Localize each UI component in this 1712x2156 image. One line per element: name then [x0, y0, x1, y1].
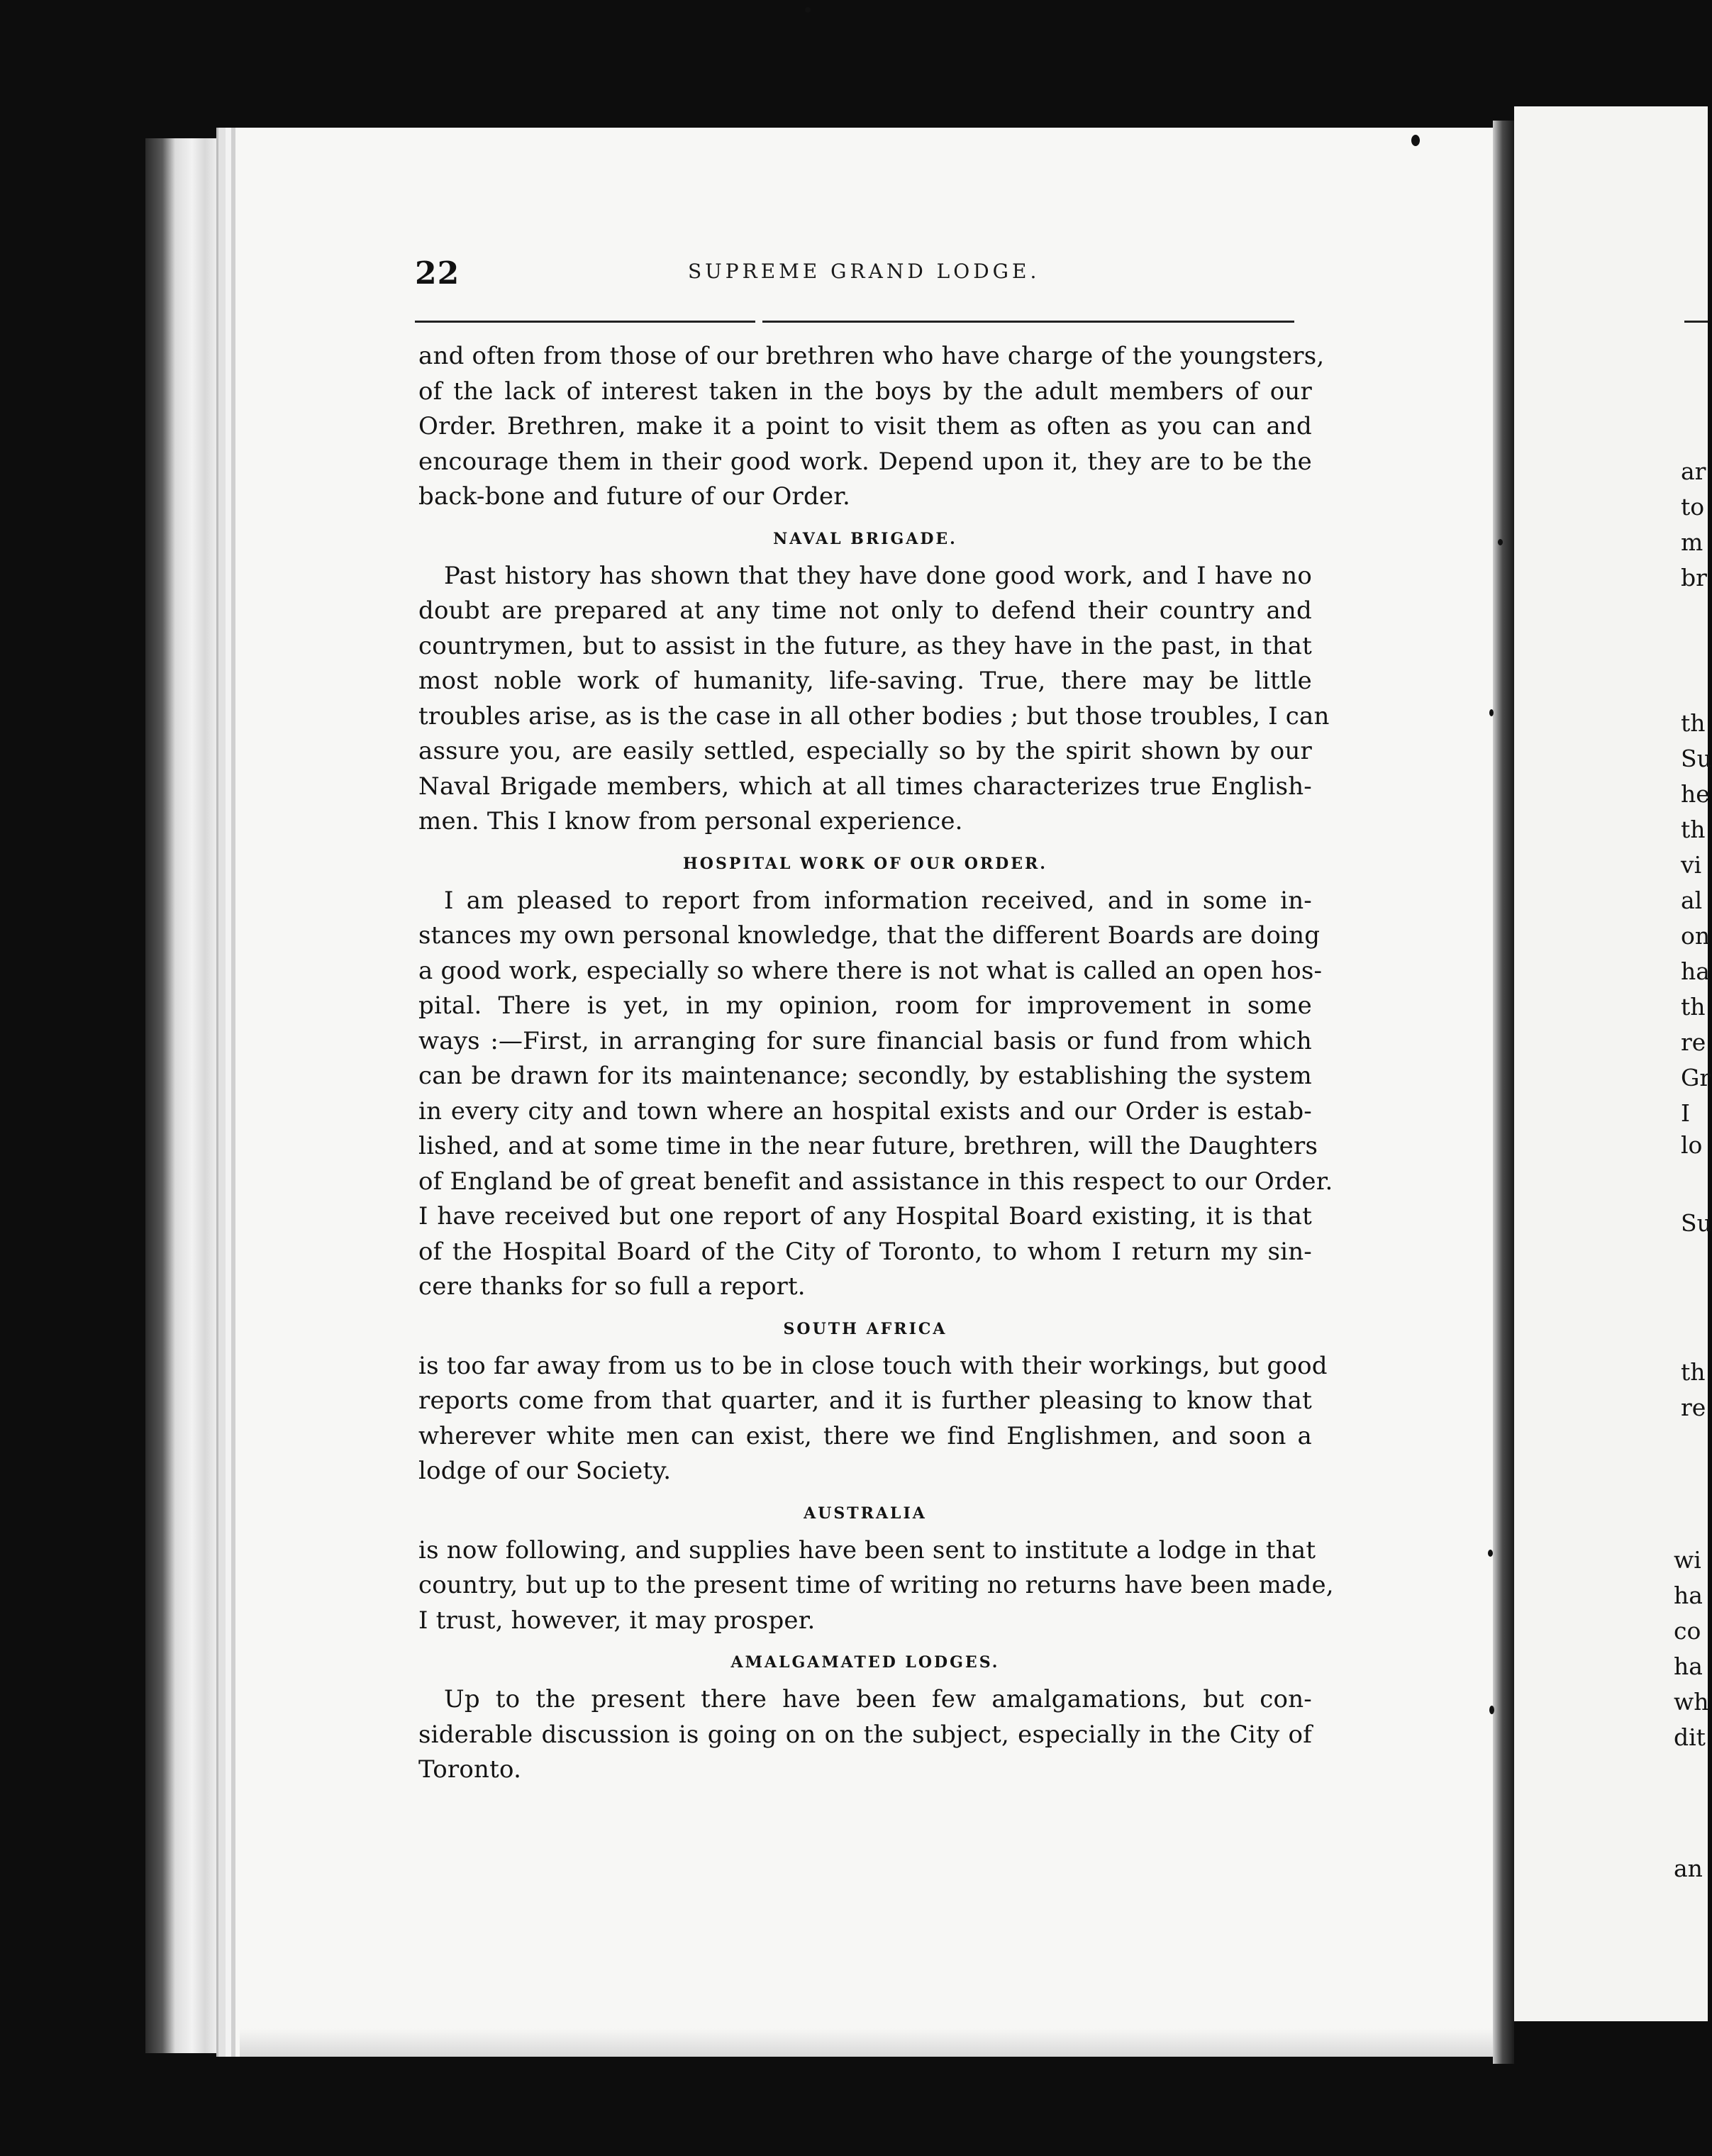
text-line: can be drawn for its maintenance; secondly, by establishing the system [418, 1062, 1312, 1090]
text-line: is now following, and supplies have been sent to institute a lodge in that [418, 1535, 1316, 1565]
running-head: SUPREME GRAND LODGE. [688, 260, 1040, 283]
facing-text-fragment: ha [1674, 1582, 1703, 1609]
facing-text-fragment: Su [1681, 745, 1712, 772]
text-line: encourage them in their good work. Depend upon it, they are to be the [418, 447, 1312, 476]
facing-text-fragment: he [1681, 780, 1710, 808]
text-line: Order. Brethren, make it a point to visit them as often as you can and [418, 412, 1312, 440]
header-rule [762, 321, 1294, 323]
text-line: is too far away from us to be in close touch with their workings, but good [418, 1351, 1328, 1380]
text-line: stances my own personal knowledge, that the different Boards are doing [418, 921, 1321, 950]
section-heading-naval-brigade: NAVAL BRIGADE. [773, 529, 957, 548]
text-line: siderable discussion is going on on the subject, especially in the City of [418, 1720, 1312, 1749]
text-line: troubles arise, as is the case in all other bodies ; but those troubles, I can [418, 701, 1330, 730]
facing-text-fragment: vi [1681, 851, 1702, 879]
text-line: I am pleased to report from information received, and in some in- [444, 886, 1312, 915]
text-line: men. This I know from personal experience. [418, 807, 963, 835]
text-line: of the lack of interest taken in the boys by the adult members of our [418, 377, 1312, 406]
text-line: country, but up to the present time of writing no returns have been made, [418, 1571, 1334, 1599]
facing-text-fragment: br [1681, 564, 1707, 591]
section-heading-amalgamated-lodges: AMALGAMATED LODGES. [730, 1653, 1000, 1672]
text-line: most noble work of humanity, life-saving. True, there may be little [418, 667, 1312, 695]
page-gutter [1493, 121, 1514, 2064]
facing-text-fragment: ha [1674, 1652, 1703, 1680]
facing-text-fragment: wi [1674, 1546, 1701, 1574]
ink-speck [1489, 709, 1494, 716]
text-line: Up to the present there have been few amalgamations, but con- [444, 1685, 1312, 1713]
facing-text-fragment: on [1681, 922, 1711, 950]
text-line: lodge of our Society. [418, 1457, 672, 1485]
section-heading-australia: AUSTRALIA [804, 1504, 927, 1523]
hospital-paragraph [418, 884, 1333, 1305]
facing-text-fragment: th [1681, 816, 1706, 843]
facing-text-fragment: to [1681, 493, 1705, 521]
facing-text-fragment: Su [1681, 1209, 1712, 1237]
ink-speck [1411, 135, 1420, 146]
text-line: of England be of great benefit and assistance in this respect to our Order. [418, 1167, 1333, 1196]
facing-text-fragment: ha [1681, 957, 1710, 985]
text-line: a good work, especially so where there is not what is called an open hos- [418, 956, 1323, 985]
facing-text-fragment: th [1681, 993, 1706, 1021]
facing-text-fragment: lo [1681, 1131, 1703, 1159]
text-line: of the Hospital Board of the City of Toronto, to whom I return my sin- [418, 1237, 1312, 1266]
text-line: Naval Brigade members, which at all times characterizes true English- [418, 772, 1312, 801]
text-line: I trust, however, it may prosper. [418, 1606, 816, 1635]
facing-text-fragment: wh [1674, 1688, 1709, 1716]
facing-text-fragment: an [1674, 1855, 1703, 1882]
facing-text-fragment: ar [1681, 457, 1706, 485]
facing-text-fragment: m [1681, 528, 1703, 556]
text-line: back-bone and future of our Order. [418, 482, 851, 511]
text-line: lished, and at some time in the near future, brethren, will the Daughters [418, 1132, 1318, 1160]
text-line: wherever white men can exist, there we find Englishmen, and soon a [418, 1421, 1312, 1450]
intro-paragraph [418, 339, 1325, 515]
facing-text-fragment: Gr [1681, 1064, 1711, 1091]
text-line: ways :—First, in arranging for sure financial basis or fund from which [418, 1026, 1312, 1055]
ink-speck [1489, 1706, 1494, 1714]
text-line: assure you, are easily settled, especially so by the spirit shown by our [418, 737, 1312, 765]
section-heading-south-africa: SOUTH AFRICA [783, 1319, 947, 1338]
amalgamated-paragraph [418, 1682, 1312, 1788]
text-line: in every city and town where an hospital exists and our Order is estab- [418, 1096, 1312, 1126]
text-line: pital. There is yet, in my opinion, room for improvement in some [418, 991, 1312, 1020]
ink-speck [1498, 539, 1503, 545]
facing-text-fragment: re [1681, 1394, 1706, 1421]
page-number: 22 [415, 255, 460, 291]
naval-paragraph [418, 559, 1330, 840]
facing-text-fragment: dit [1674, 1723, 1706, 1751]
text-line: I have received but one report of any Hospital Board existing, it is that [418, 1202, 1312, 1230]
header-rule [415, 321, 755, 323]
text-line: and often from those of our brethren who have charge of the youngsters, [418, 342, 1325, 370]
text-column [418, 339, 1334, 1788]
facing-text-fragment: I [1681, 1099, 1691, 1127]
facing-page-rule [1684, 321, 1708, 323]
australia-paragraph [418, 1533, 1334, 1639]
south-africa-paragraph [418, 1349, 1328, 1489]
ink-speck [805, 7, 811, 13]
text-line: cere thanks for so full a report. [418, 1272, 806, 1301]
section-heading-hospital-work: HOSPITAL WORK OF OUR ORDER. [683, 854, 1047, 873]
text-line: countrymen, but to assist in the future, as they have in the past, in that [418, 631, 1312, 660]
facing-text-fragment: re [1681, 1028, 1706, 1056]
text-line: Past history has shown that they have done good work, and I have no [444, 561, 1312, 590]
ink-speck [1488, 1550, 1493, 1557]
facing-text-fragment: co [1674, 1617, 1701, 1645]
text-line: doubt are prepared at any time not only to defend their country and [418, 596, 1312, 625]
text-line: Toronto. [418, 1755, 522, 1784]
facing-text-fragment: th [1681, 709, 1706, 737]
text-line: reports come from that quarter, and it is further pleasing to know that [418, 1387, 1312, 1415]
facing-text-fragment: al [1681, 887, 1703, 914]
facing-text-fragment: th [1681, 1358, 1706, 1386]
